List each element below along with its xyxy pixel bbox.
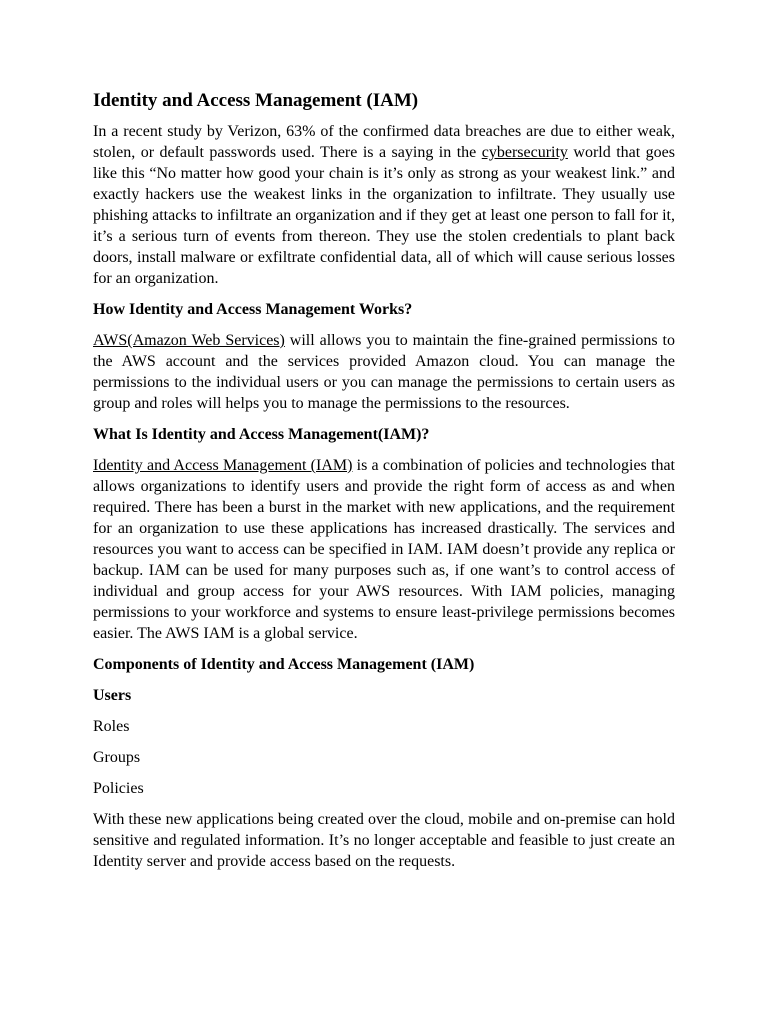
component-policies: Policies (93, 780, 144, 797)
aws-link[interactable]: AWS(Amazon Web Services) (93, 332, 285, 349)
iam-link[interactable]: Identity and Access Management (IAM) (93, 457, 353, 474)
component-users: Users (93, 687, 132, 704)
what-is-iam-paragraph (93, 455, 675, 644)
what-is-iam-heading: What Is Identity and Access Management(IAM)? (93, 426, 430, 443)
what-is-iam-text: is a combination of policies and technologies that allows organizations to identify users and provide the right form of access as and when required. There has been a burst in the market with new applications, and the requirement for an organization to use these applications has increased drastically. The services and resources you want to access can be specified in IAM. IAM doesn’t provide any replica or backup. IAM can be used for many purposes such as, if one want’s to control access of individual and group access for your AWS resources. With IAM policies, managing permissions to your workforce and systems to ensure least-privilege permissions becomes easier. The AWS IAM is a global service. (93, 457, 675, 642)
cybersecurity-link[interactable]: cybersecurity (481, 144, 568, 161)
intro-paragraph (93, 121, 675, 289)
how-iam-works-heading: How Identity and Access Management Works? (93, 301, 413, 318)
intro-text-1: In a recent study by Verizon, 63% of the confirmed data breaches are due to either weak, stolen, or default passwords used. There is a saying in the (93, 123, 675, 161)
page-title: Identity and Access Management (IAM) (93, 90, 419, 111)
closing-paragraph: With these new applications being created over the cloud, mobile and on-premise can hold sensitive and regulated information. It’s no longer acceptable and feasible to just create an Identity server and provide access based on the requests. (93, 811, 675, 870)
component-groups: Groups (93, 749, 141, 766)
how-iam-works-text: will allows you to maintain the fine-grained permissions to the AWS account and the services provided Amazon cloud. You can manage the permissions to the individual users or you can manage the permissions to certain users as group and roles will helps you to manage the permissions to the resources. (93, 332, 675, 412)
component-roles: Roles (93, 718, 130, 735)
intro-text-2: world that goes like this “No matter how good your chain is it’s only as strong as your weakest link.” and exactly hackers use the weakest links in the organization to infiltrate. They usually use phishing attacks to infiltrate an organization and if they get at least one person to fall for it, it’s a serious turn of events from thereon. They use the stolen credentials to plant back doors, install malware or exfiltrate confidential data, all of which will cause serious losses for an organization. (93, 144, 675, 287)
document-page (93, 88, 675, 882)
how-iam-works-paragraph (93, 330, 675, 414)
components-heading: Components of Identity and Access Management (IAM) (93, 656, 475, 673)
